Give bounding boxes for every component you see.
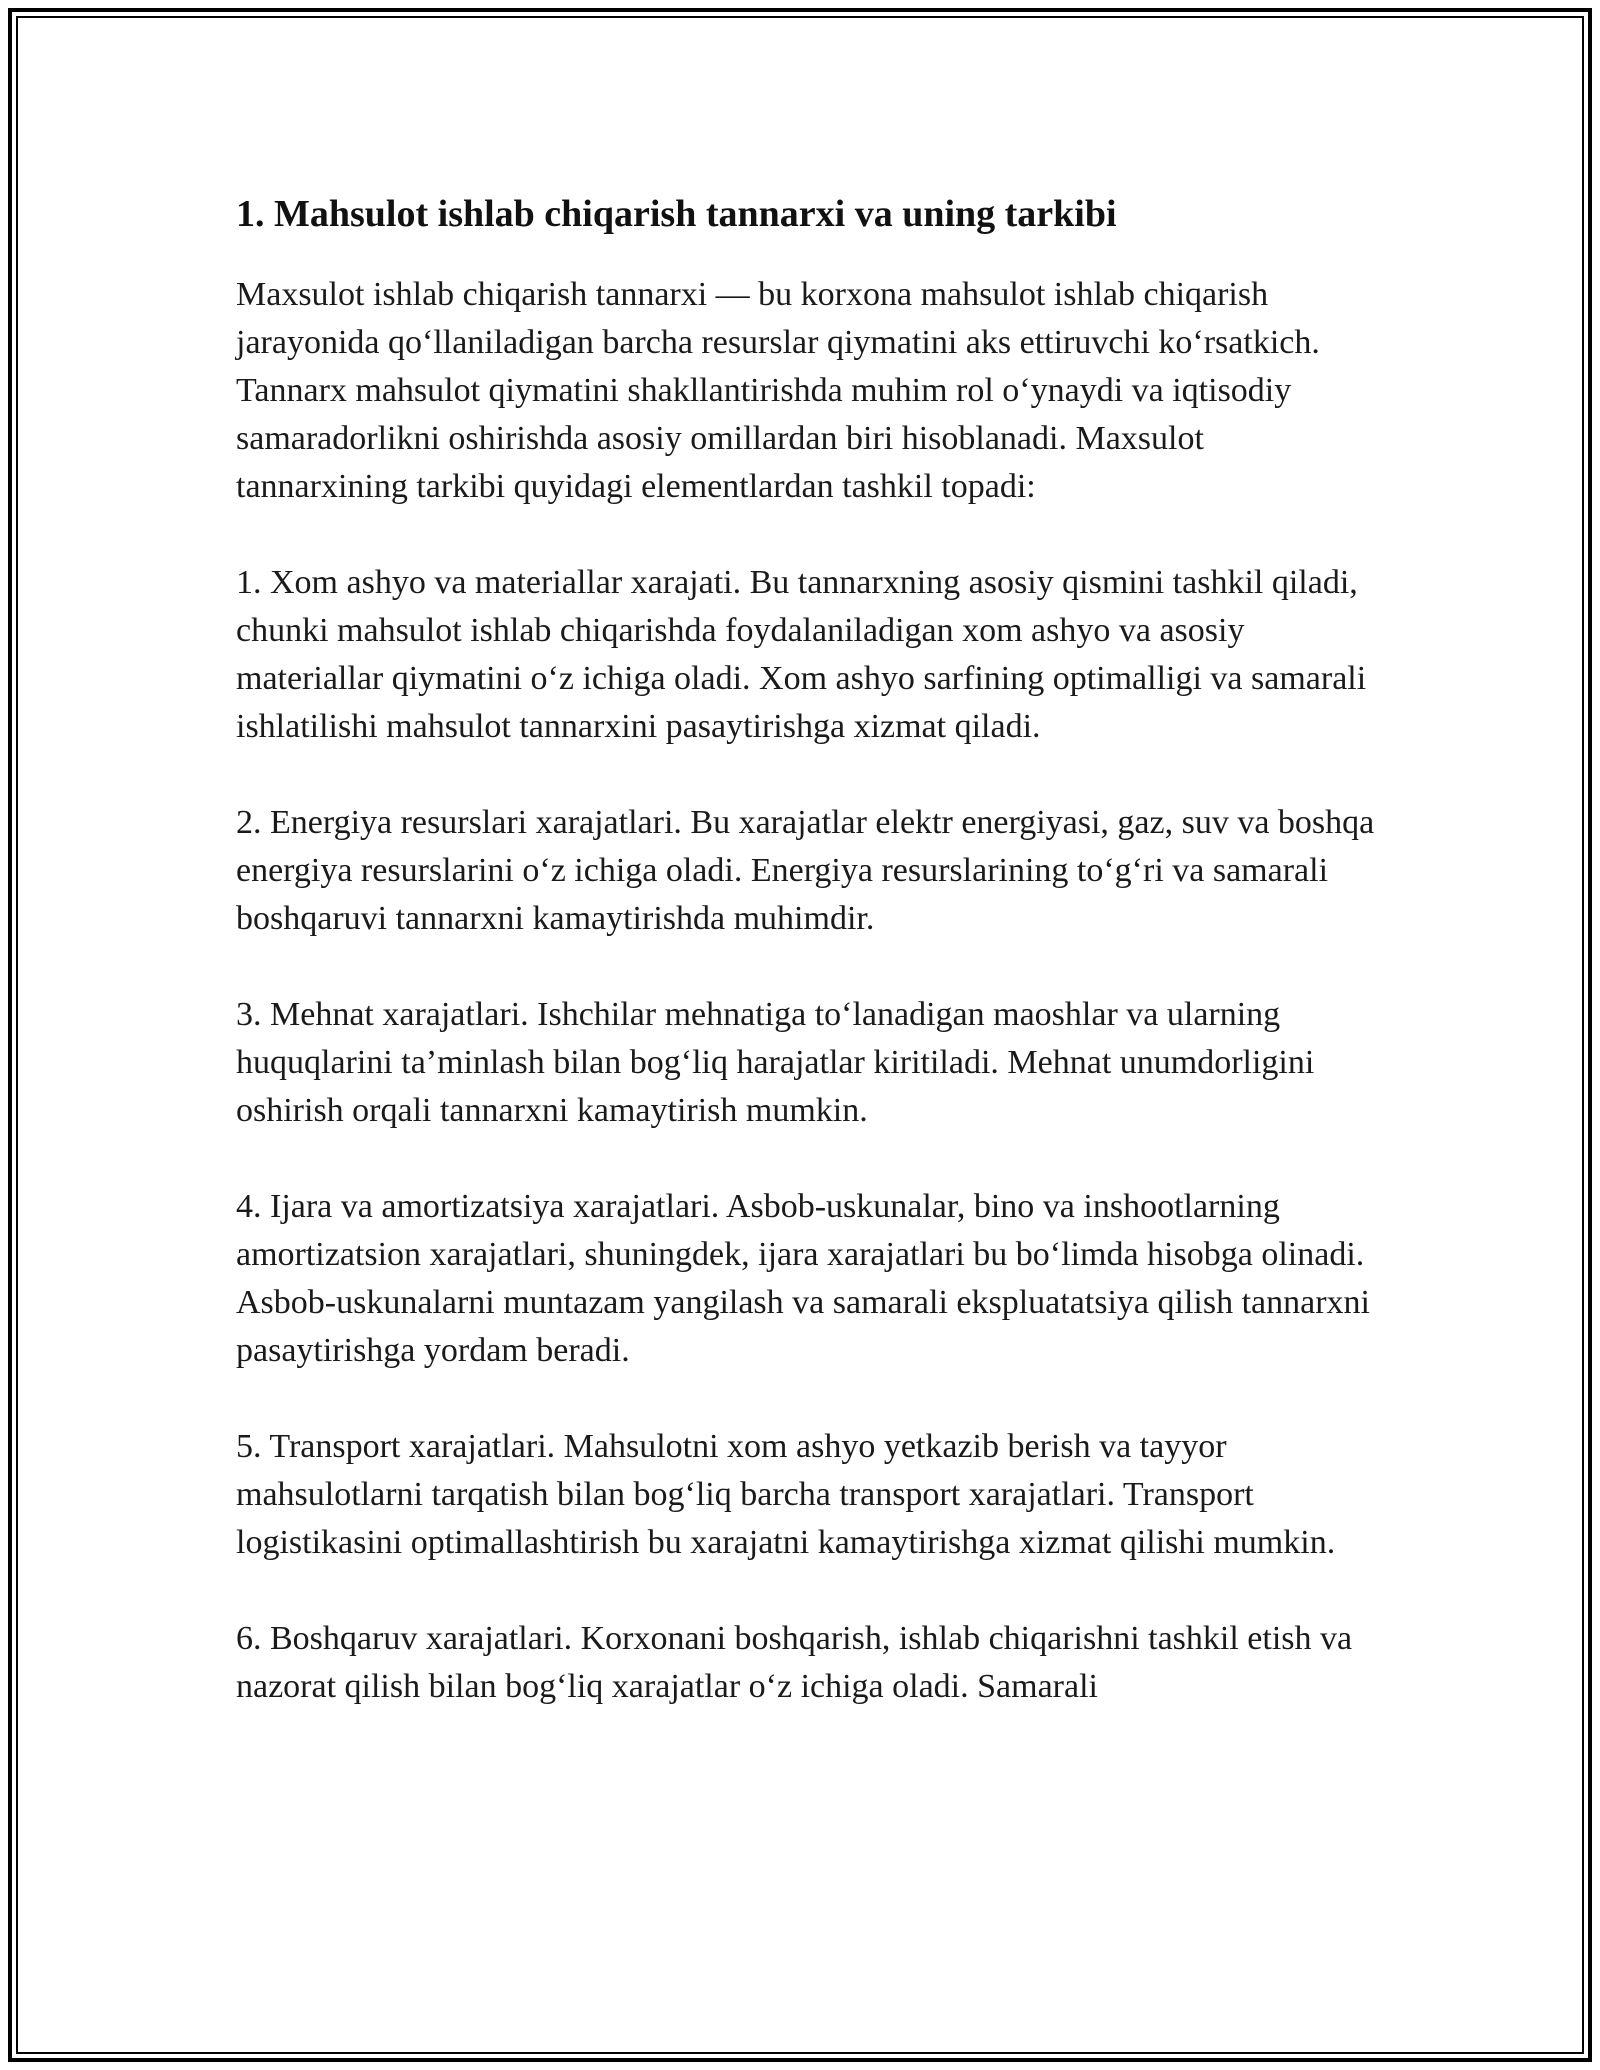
paragraph-transport: 5. Transport xarajatlari. Mahsulotni xom ashyo yetkazib berish va tayyor mahsulotlarni tarqatish bilan bog‘liq barcha transport xarajatlari. Transport logistikasini optimallashtirish bu xarajatni kamaytirishga xizmat qilishi mumkin. <box>236 1428 1336 1561</box>
intro-paragraph: Maxsulot ishlab chiqarish tannarxi — bu korxona mahsulot ishlab chiqarish jarayonida qo‘llaniladigan barcha resurslar qiymatini aks ettiruvchi ko‘rsatkich. Tannarx mahsulot qiymatini shakllantirishda muhim rol o‘ynaydi va iqtisodiy samaradorlikni oshirishda asosiy omillardan biri hisoblanadi. Maxsulot tannarxining tarkibi quyidagi elementlardan tashkil topadi: <box>236 276 1320 505</box>
paragraph-management: 6. Boshqaruv xarajatlari. Korxonani boshqarish, ishlab chiqarishni tashkil etish va nazorat qilish bilan bog‘liq xarajatlar o‘z ichiga oladi. Samarali <box>236 1620 1353 1705</box>
paragraph-energy: 2. Energiya resurslari xarajatlari. Bu xarajatlar elektr energiyasi, gaz, suv va boshqa energiya resurslarini o‘z ichiga oladi. Energiya resurslarining to‘g‘ri va samarali boshqaruvi tannarxni kamaytirishda muhimdir. <box>236 804 1375 937</box>
document-body <box>236 185 1376 1711</box>
paragraph-rent-depreciation: 4. Ijara va amortizatsiya xarajatlari. Asbob-uskunalar, bino va inshootlarning amortizatsion xarajatlari, shuningdek, ijara xarajatlari bu bo‘limda hisobga olinadi. Asbob-uskunalarni muntazam yangilash va samarali ekspluatatsiya qilish tannarxni pasaytirishga yordam beradi. <box>236 1188 1370 1369</box>
paragraph-labor: 3. Mehnat xarajatlari. Ishchilar mehnatiga to‘lanadigan maoshlar va ularning huquqlarini ta’minlash bilan bog‘liq harajatlar kiritiladi. Mehnat unumdorligini oshirish orqali tannarxni kamaytirish mumkin. <box>236 996 1315 1129</box>
paragraph-raw-materials: 1. Xom ashyo va materiallar xarajati. Bu tannarxning asosiy qismini tashkil qiladi, chunki mahsulot ishlab chiqarishda foydalaniladigan xom ashyo va asosiy materiallar qiymatini o‘z ichiga oladi. Xom ashyo sarfining optimalligi va samarali ishlatilishi mahsulot tannarxini pasaytirishga xizmat qiladi. <box>236 564 1367 745</box>
section-heading: 1. Mahsulot ishlab chiqarish tannarxi va uning tarkibi <box>236 193 1117 235</box>
